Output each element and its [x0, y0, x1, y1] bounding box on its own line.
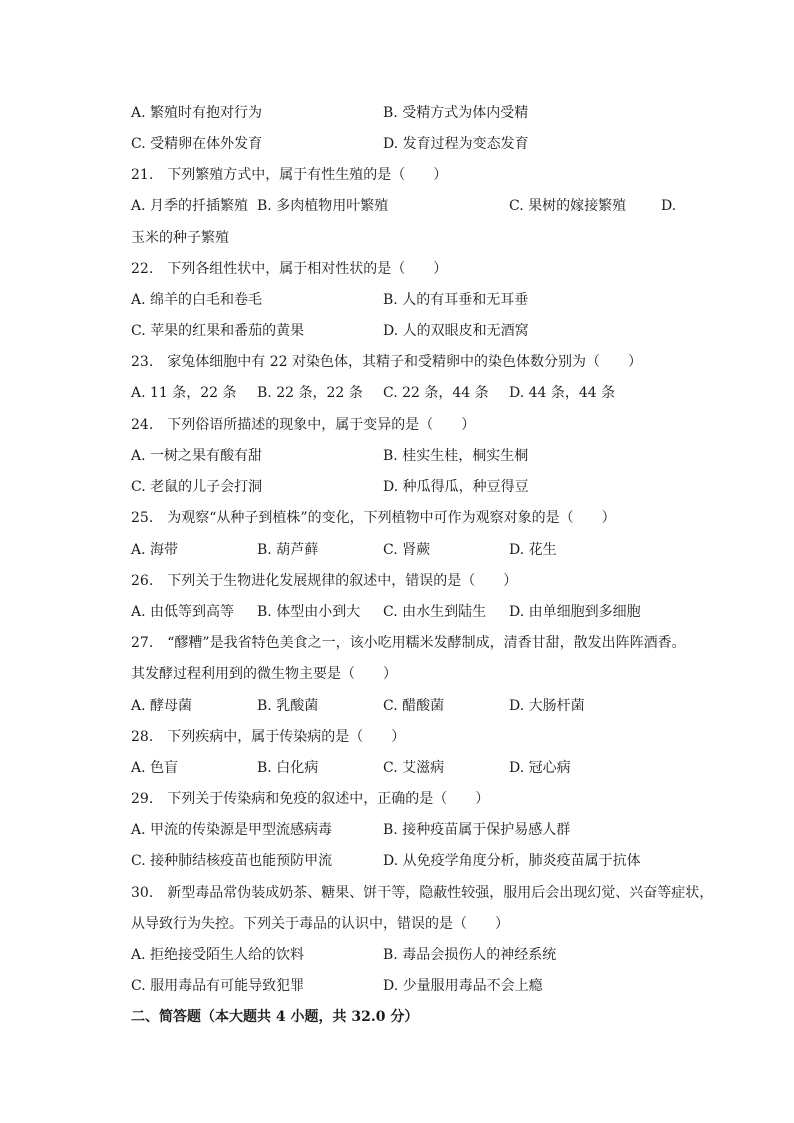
q20-option-b: B. 受精方式为体内受精 [383, 105, 529, 121]
q30-option-c: C. 服用毒品有可能导致犯罪 [131, 978, 305, 994]
q20-option-d: D. 发育过程为变态发育 [383, 136, 529, 152]
q28-option-c: C. 艾滋病 [383, 760, 445, 776]
q23-option-c: C. 22 条，44 条 [383, 385, 489, 401]
q21-option-a: A. 月季的扦插繁殖 [131, 198, 249, 214]
q24-option-b: B. 桂实生桂，桐实生桐 [383, 448, 529, 464]
q21-option-d-text: 玉米的种子繁殖 [131, 230, 229, 246]
q20-option-c: C. 受精卵在体外发育 [131, 136, 263, 152]
q23-stem: 23. 家兔体细胞中有 22 对染色体，其精子和受精卵中的染色体数分别为（ ） [131, 354, 642, 370]
q22-option-a: A. 绵羊的白毛和卷毛 [131, 292, 263, 308]
q25-option-a: A. 海带 [131, 542, 179, 558]
q25-option-b: B. 葫芦藓 [257, 542, 319, 558]
q23-option-b: B. 22 条，22 条 [257, 385, 363, 401]
q22-option-d: D. 人的双眼皮和无酒窝 [383, 323, 529, 339]
q28-option-d: D. 冠心病 [509, 760, 571, 776]
q27-option-d: D. 大肠杆菌 [509, 698, 585, 714]
q27-option-c: C. 醋酸菌 [383, 698, 445, 714]
q29-stem: 29. 下列关于传染病和免疫的叙述中，正确的是（ ） [131, 791, 490, 807]
q24-option-d: D. 种瓜得瓜，种豆得豆 [383, 479, 529, 495]
q24-stem: 24. 下列俗语所描述的现象中，属于变异的是（ ） [131, 417, 476, 433]
q22-option-b: B. 人的有耳垂和无耳垂 [383, 292, 529, 308]
section-heading: 二、简答题（本大题共 4 小题，共 32.0 分） [131, 1009, 419, 1025]
q27-stem-continued: 其发酵过程利用到的微生物主要是（ ） [131, 666, 397, 682]
q22-stem: 22. 下列各组性状中，属于相对性状的是（ ） [131, 261, 448, 277]
q22-option-c: C. 苹果的红果和番茄的黄果 [131, 323, 305, 339]
q30-stem-continued: 从导致行为失控。下列关于毒品的认识中，错误的是（ ） [131, 916, 509, 932]
q25-option-d: D. 花生 [509, 542, 557, 558]
q23-option-a: A. 11 条，22 条 [131, 385, 237, 401]
q29-option-b: B. 接种疫苗属于保护易感人群 [383, 822, 571, 838]
q30-option-b: B. 毒品会损伤人的神经系统 [383, 947, 557, 963]
q21-option-c: C. 果树的嫁接繁殖 [509, 198, 627, 214]
q24-option-c: C. 老鼠的儿子会打洞 [131, 479, 263, 495]
q27-option-b: B. 乳酸菌 [257, 698, 319, 714]
q30-option-a: A. 拒绝接受陌生人给的饮料 [131, 947, 305, 963]
q24-option-a: A. 一树之果有酸有甜 [131, 448, 263, 464]
q27-stem: 27. “醪糟”是我省特色美食之一，该小吃用糯米发酵制成，清香甘甜，散发出阵阵酒香。 [131, 635, 686, 651]
q30-option-d: D. 少量服用毒品不会上瘾 [383, 978, 543, 994]
q29-option-d: D. 从免疫学角度分析，肺炎疫苗属于抗体 [383, 853, 641, 869]
q28-option-b: B. 白化病 [257, 760, 319, 776]
q30-stem: 30. 新型毒品常伪装成奶茶、糖果、饼干等，隐蔽性较强，服用后会出现幻觉、兴奋等症状， [131, 885, 714, 901]
q26-option-d: D. 由单细胞到多细胞 [509, 604, 641, 620]
q28-option-a: A. 色盲 [131, 760, 179, 776]
q23-option-d: D. 44 条，44 条 [509, 385, 616, 401]
q25-stem: 25. 为观察“从种子到植株”的变化，下列植物中可作为观察对象的是（ ） [131, 510, 616, 526]
q26-option-a: A. 由低等到高等 [131, 604, 235, 620]
q21-option-b: B. 多肉植物用叶繁殖 [257, 198, 389, 214]
q26-stem: 26. 下列关于生物进化发展规律的叙述中，错误的是（ ） [131, 573, 518, 589]
q28-stem: 28. 下列疾病中，属于传染病的是（ ） [131, 729, 406, 745]
q21-stem: 21. 下列繁殖方式中，属于有性生殖的是（ ） [131, 167, 448, 183]
q21-option-d: D. [661, 198, 677, 214]
q29-option-a: A. 甲流的传染源是甲型流感病毒 [131, 822, 333, 838]
q26-option-c: C. 由水生到陆生 [383, 604, 487, 620]
q20-option-a: A. 繁殖时有抱对行为 [131, 105, 263, 121]
q27-option-a: A. 酵母菌 [131, 698, 193, 714]
q26-option-b: B. 体型由小到大 [257, 604, 361, 620]
q25-option-c: C. 肾蕨 [383, 542, 431, 558]
q29-option-c: C. 接种肺结核疫苗也能预防甲流 [131, 853, 333, 869]
